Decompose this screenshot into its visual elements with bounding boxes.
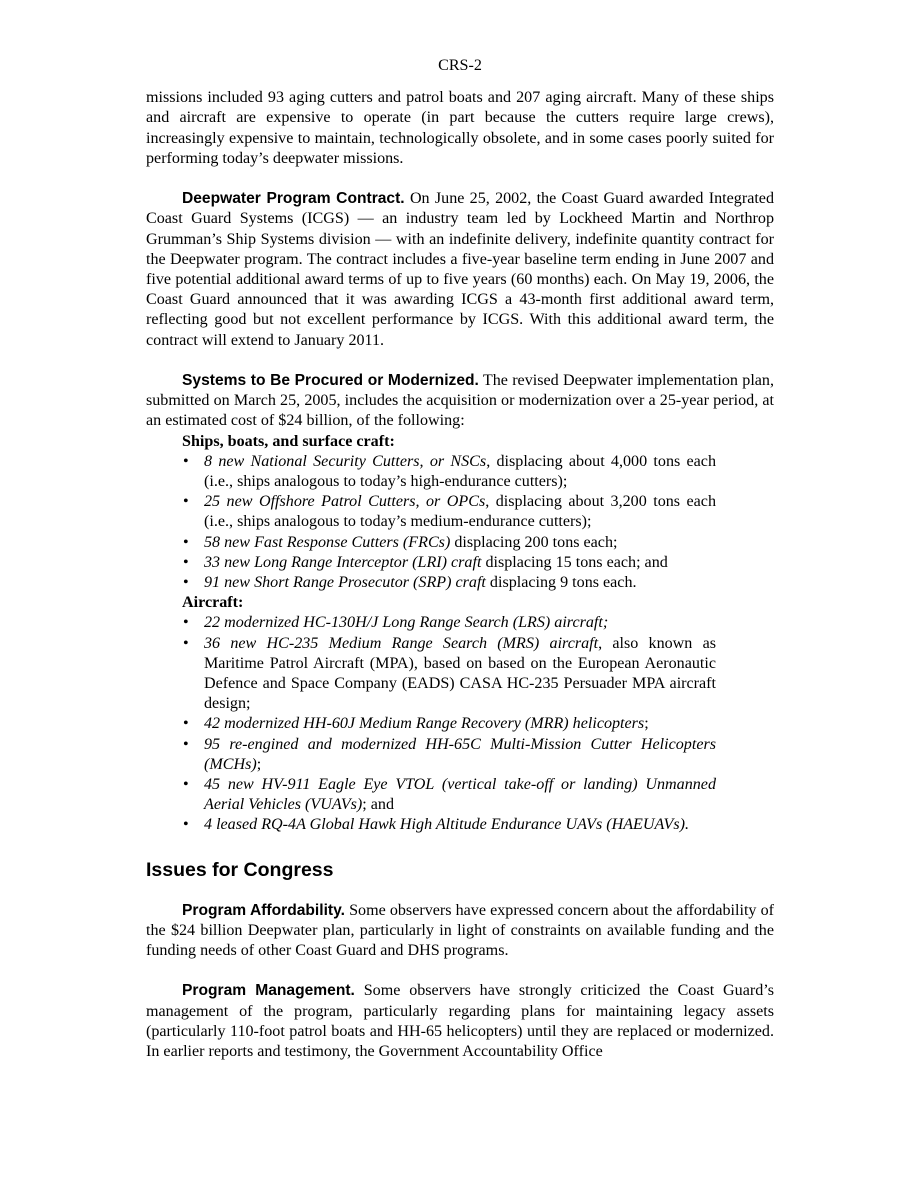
management-text: Some observers have strongly criticized the Coast Guard’s management of the program, particularly regarding plans for maintaining legacy assets (particularly 110-foot patrol boats and HH-65 helicopters) until they are replaced or modernized. In earlier reports and testimony, the Government Accountability Office — [146, 982, 775, 1061]
list-item — [182, 815, 716, 835]
bullet-icon: • — [183, 614, 189, 632]
item-text: ; — [644, 715, 649, 733]
list-item — [182, 714, 716, 734]
list-item — [182, 533, 716, 553]
item-italic: 42 modernized HH-60J Medium Range Recovery (MRR) helicopters — [204, 715, 645, 733]
affordability-heading: Program Affordability. — [182, 901, 345, 919]
ships-list — [182, 452, 716, 593]
systems-paragraph — [146, 371, 774, 432]
management-heading: Program Management. — [182, 982, 355, 1000]
ships-heading: Ships, boats, and surface craft: — [182, 432, 395, 450]
item-text: , displacing about 4,000 tons each (i.e., ships analogous to today’s high-endurance cutters); — [204, 452, 716, 491]
item-italic: 25 new Offshore Patrol Cutters, or OPCs — [204, 493, 486, 511]
systems-heading: Systems to Be Procured or Modernized. — [182, 372, 479, 390]
contract-heading: Deepwater Program Contract. — [182, 190, 405, 208]
item-italic: 91 new Short Range Prosecutor (SRP) craft — [204, 574, 486, 592]
list-item — [182, 613, 716, 633]
intro-paragraph: missions included 93 aging cutters and patrol boats and 207 aging aircraft. Many of these ships and aircraft are expensive to operate (in part because the cutters require large crews), increasingly expensive to maintain, technologically obsolete, and in some cases poorly suited for performing today’s deepwater missions. — [146, 89, 774, 167]
item-italic: 33 new Long Range Interceptor (LRI) craft — [204, 553, 482, 571]
document-page — [146, 56, 774, 1062]
item-text: displacing 9 tons each. — [485, 574, 637, 592]
bullet-icon: • — [183, 715, 189, 733]
item-italic: 22 modernized HC-130H/J Long Range Search (LRS) aircraft; — [204, 614, 609, 632]
systems-text: The revised Deepwater implementation plan, submitted on March 25, 2005, includes the acquisition or modernization over a 25-year period, at an estimated cost of $24 billion, of the following: — [146, 372, 775, 430]
item-text: ; — [256, 755, 262, 773]
item-text: ; and — [362, 796, 395, 814]
management-paragraph — [146, 981, 774, 1062]
bullet-icon: • — [183, 493, 189, 511]
list-item — [182, 735, 716, 775]
item-text: , also known as Maritime Patrol Aircraft (MPA), based on based on the European Aeronautic Defence and Space Company (EADS) CASA HC-235 Persuader MPA aircraft design; — [204, 634, 716, 713]
bullet-icon: • — [183, 776, 189, 794]
item-italic: 4 leased RQ-4A Global Hawk High Altitude Endurance UAVs (HAEUAVs). — [204, 816, 690, 834]
affordability-paragraph — [146, 901, 774, 962]
bullet-icon: • — [183, 735, 189, 753]
item-text: displacing 200 tons each; — [450, 533, 618, 551]
page-header: CRS-2 — [438, 57, 482, 74]
bullet-icon: • — [183, 574, 189, 592]
item-italic: 45 new HV-911 Eagle Eye VTOL (vertical take-off or landing) Unmanned Aerial Vehicles (VUAVs) — [204, 776, 716, 814]
bullet-icon: • — [183, 553, 189, 571]
list-item — [182, 634, 716, 715]
contract-paragraph — [146, 189, 774, 351]
item-italic: 36 new HC-235 Medium Range Search (MRS) aircraft — [204, 634, 599, 652]
item-text: displacing 15 tons each; and — [481, 553, 668, 571]
bullet-icon: • — [183, 816, 189, 834]
section-heading: Issues for Congress — [146, 858, 334, 881]
list-item — [182, 775, 716, 815]
item-italic: 95 re-engined and modernized HH-65C Multi-Mission Cutter Helicopters (MCHs) — [204, 735, 716, 773]
list-item — [182, 573, 716, 593]
item-text: , displacing about 3,200 tons each (i.e., ships analogous to today’s medium-endurance cutters); — [204, 493, 716, 531]
aircraft-list — [182, 613, 716, 835]
bullet-icon: • — [183, 533, 189, 551]
bullet-icon: • — [183, 634, 189, 652]
list-item — [182, 553, 716, 573]
list-item — [182, 492, 716, 532]
affordability-text: Some observers have expressed concern about the affordability of the $24 billion Deepwater plan, particularly in light of constraints on available funding and the funding needs of other Coast Guard and DHS programs. — [146, 901, 774, 960]
aircraft-heading: Aircraft: — [182, 594, 244, 612]
bullet-icon: • — [183, 452, 189, 470]
contract-text: On June 25, 2002, the Coast Guard awarded Integrated Coast Guard Systems (ICGS) — an industry team led by Lockheed Martin and Northrop Grumman’s Ship Systems division — with an indefinite delivery, indefinite quantity contract for the Deepwater program. The contract includes a five-year baseline term ending in June 2007 and five potential additional award terms of up to five years (60 months) each. On May 19, 2006, the Coast Guard announced that it was awarding ICGS a 43-month first additional award term, reflecting good but not excellent performance by ICGS. With this additional award term, the contract will extend to January 2011. — [146, 190, 775, 349]
item-italic: 58 new Fast Response Cutters (FRCs) — [204, 533, 451, 551]
item-italic: 8 new National Security Cutters, or NSCs — [204, 452, 487, 470]
list-item — [182, 452, 716, 492]
